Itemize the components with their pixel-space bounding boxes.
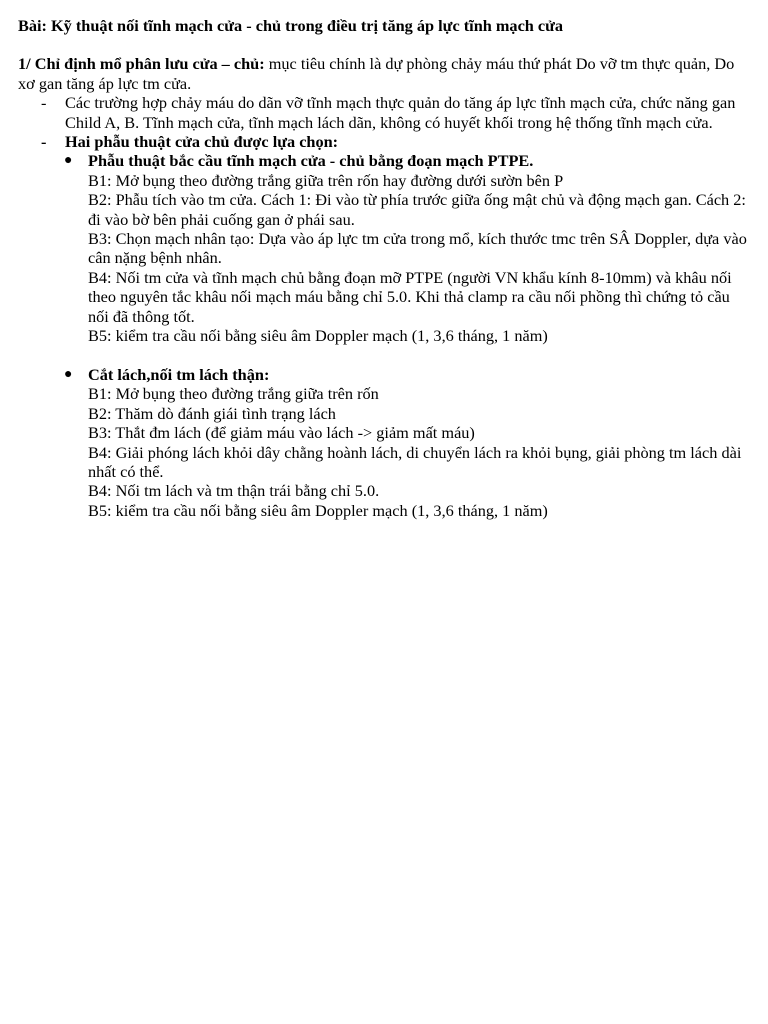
surgery-1-step: B5: kiểm tra cầu nối bằng siêu âm Doppler mạch (1, 3,6 tháng, 1 năm) xyxy=(88,326,548,346)
surgery-1-step: B1: Mở bụng theo đường trắng giữa trên rốn hay đường dưới sườn bên P xyxy=(88,170,564,190)
bullet-icon: ● xyxy=(64,153,73,169)
bullet-surgery-2 xyxy=(18,365,752,384)
surgery-2-step: B4: Nối tm lách và tm thận trái bằng chỉ 5.0. xyxy=(88,481,380,501)
surgery-2-step: B1: Mở bụng theo đường trắng giữa trên rốn xyxy=(88,384,379,404)
section-1-intro: mục tiêu chính là dự phòng chảy máu thứ phát Do vỡ tm thực quản, Do xơ gan tăng áp lực tm cửa. xyxy=(18,54,735,93)
dash-item-indications xyxy=(18,93,752,132)
dash-item-text: Hai phẫu thuật cửa chủ được lựa chọn: xyxy=(65,132,339,152)
surgery-1-name: Phẫu thuật bắc cầu tĩnh mạch cửa - chủ bằng đoạn mạch PTPE. xyxy=(88,151,534,171)
dash-item-surgery-choices xyxy=(18,132,752,151)
bullet-icon: ● xyxy=(64,366,73,382)
surgery-2-step: B3: Thắt đm lách (để giảm máu vào lách -> giảm mất máu) xyxy=(88,423,475,443)
surgery-1-step: B4: Nối tm cửa và tĩnh mạch chủ bằng đoạn mỡ PTPE (người VN khẩu kính 8-10mm) và khâu nối theo nguyên tắc khâu nối mạch máu bằng chỉ 5.0. Khi thả clamp ra cầu nối phồng thì chứng tỏ cầu nối đã thông tốt. xyxy=(88,267,732,326)
surgery-1-step: B2: Phẫu tích vào tm cửa. Cách 1: Đi vào từ phía trước giữa ống mật chủ và động mạch gan. Cách 2: đi vào bờ bên phải cuống gan ở phái sau. xyxy=(88,190,746,229)
surgery-2-step: B5: kiểm tra cầu nối bằng siêu âm Doppler mạch (1, 3,6 tháng, 1 năm) xyxy=(88,500,548,520)
surgery-2-step: B4: Giải phóng lách khỏi dây chằng hoành lách, di chuyển lách ra khỏi bụng, giải phòng tm lách dài nhất có thể. xyxy=(88,442,742,481)
surgery-2-step: B2: Thăm dò đánh giái tình trạng lách xyxy=(88,403,336,423)
dash-marker: - xyxy=(41,132,47,152)
document-title: Bài: Kỹ thuật nối tĩnh mạch cửa - chủ trong điều trị tăng áp lực tĩnh mạch cửa xyxy=(18,16,564,35)
dash-item-text: Các trường hợp chảy máu do dãn vỡ tĩnh mạch thực quản do tăng áp lực tĩnh mạch cửa, chức năng gan Child A, B. Tĩnh mạch cửa, tĩnh mạch lách dãn, không có huyết khối trong hệ thống tĩnh mạch cửa. xyxy=(65,93,736,132)
section-1-paragraph xyxy=(18,54,752,93)
blank-line xyxy=(18,346,752,365)
document-page xyxy=(18,16,752,520)
section-1-heading: 1/ Chỉ định mổ phân lưu cửa – chủ: xyxy=(18,54,265,74)
surgery-2-name: Cắt lách,nối tm lách thận: xyxy=(88,364,270,384)
dash-marker: - xyxy=(41,93,47,113)
surgery-1-step: B3: Chọn mạch nhân tạo: Dựa vào áp lực tm cửa trong mổ, kích thước tmc trên SÂ Doppler, dựa vào cân nặng bệnh nhân. xyxy=(88,229,747,268)
bullet-surgery-1 xyxy=(18,151,752,170)
